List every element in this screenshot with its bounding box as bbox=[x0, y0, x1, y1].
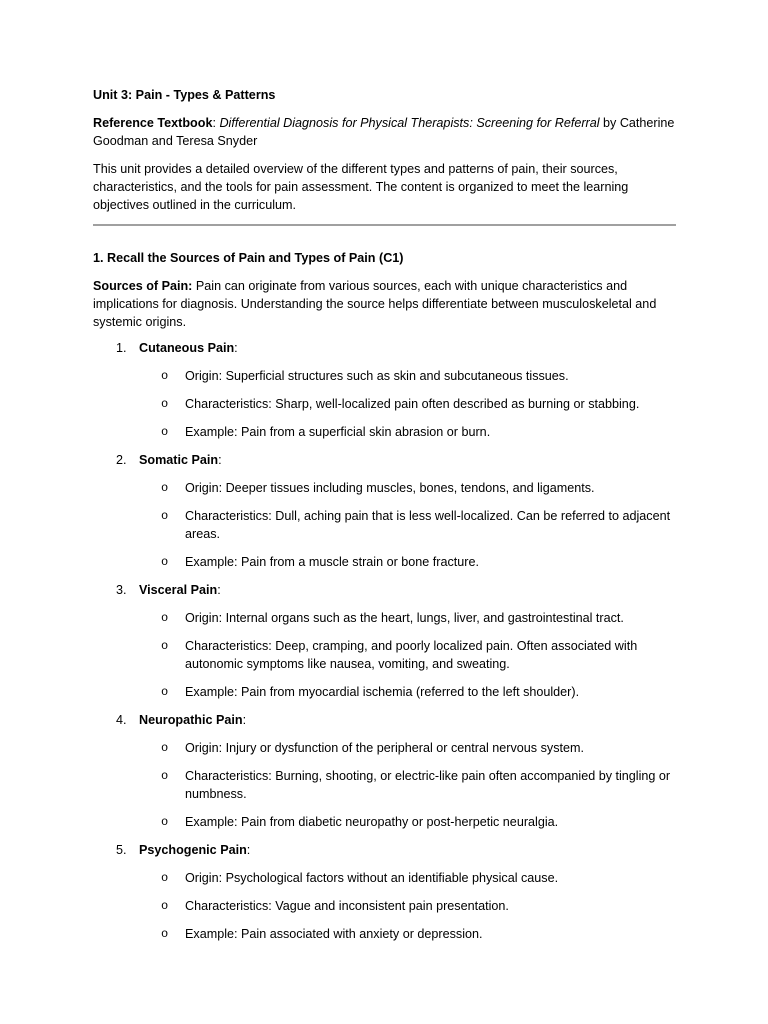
pain-types-list bbox=[93, 339, 676, 943]
reference-book-title: Differential Diagnosis for Physical Therapists: Screening for Referral bbox=[219, 116, 600, 130]
detail-text: Origin: Superficial structures such as skin and subcutaneous tissues. bbox=[185, 369, 569, 383]
detail-text: Example: Pain from a muscle strain or bone fracture. bbox=[185, 555, 479, 569]
bullet-icon: o bbox=[161, 815, 169, 829]
bullet-icon: o bbox=[161, 509, 169, 523]
pain-type-details bbox=[139, 869, 676, 943]
detail-text: Example: Pain from myocardial ischemia (referred to the left shoulder). bbox=[185, 685, 580, 699]
pain-type-item bbox=[93, 841, 676, 943]
detail-text: Example: Pain associated with anxiety or depression. bbox=[185, 927, 483, 941]
detail-item bbox=[139, 367, 676, 385]
detail-item bbox=[139, 869, 676, 887]
bullet-icon: o bbox=[161, 685, 169, 699]
pain-type-name: Visceral Pain bbox=[139, 583, 218, 597]
pain-type-details bbox=[139, 367, 676, 441]
detail-text: Origin: Deeper tissues including muscles, bones, tendons, and ligaments. bbox=[185, 481, 595, 495]
list-number: 5. bbox=[116, 843, 127, 857]
section-heading: 1. Recall the Sources of Pain and Types of Pain (C1) bbox=[93, 251, 404, 265]
sources-paragraph bbox=[93, 277, 676, 331]
unit-intro: This unit provides a detailed overview of the different types and patterns of pain, their sources, characteristics, and the tools for pain assessment. The content is organized to meet the learning objectives outlined in the curriculum. bbox=[93, 162, 629, 212]
pain-type-details bbox=[139, 739, 676, 831]
detail-item bbox=[139, 637, 676, 673]
list-number: 3. bbox=[116, 583, 127, 597]
detail-text: Characteristics: Dull, aching pain that is less well-localized. Can be referred to adjacent areas. bbox=[185, 509, 671, 541]
reference-textbook bbox=[93, 114, 676, 150]
detail-item bbox=[139, 739, 676, 757]
bullet-icon: o bbox=[161, 611, 169, 625]
bullet-icon: o bbox=[161, 425, 169, 439]
reference-separator: : bbox=[212, 116, 220, 130]
pain-type-details bbox=[139, 609, 676, 701]
bullet-icon: o bbox=[161, 899, 169, 913]
bullet-icon: o bbox=[161, 369, 169, 383]
detail-text: Characteristics: Deep, cramping, and poorly localized pain. Often associated with autonomic symptoms like nausea, vomiting, and sweating. bbox=[185, 639, 638, 671]
pain-type-item bbox=[93, 339, 676, 441]
horizontal-rule bbox=[93, 224, 676, 226]
detail-item bbox=[139, 479, 676, 497]
detail-text: Origin: Psychological factors without an identifiable physical cause. bbox=[185, 871, 559, 885]
sources-text: Pain can originate from various sources, each with unique characteristics and implications for diagnosis. Understanding the source helps differentiate between musculoskeletal and systemic origins. bbox=[93, 279, 657, 329]
detail-item bbox=[139, 553, 676, 571]
pain-type-item bbox=[93, 711, 676, 831]
detail-item bbox=[139, 683, 676, 701]
pain-type-details bbox=[139, 479, 676, 571]
list-number: 2. bbox=[116, 453, 127, 467]
list-number: 4. bbox=[116, 713, 127, 727]
bullet-icon: o bbox=[161, 481, 169, 495]
reference-label: Reference Textbook bbox=[93, 116, 213, 130]
detail-item bbox=[139, 395, 676, 413]
bullet-icon: o bbox=[161, 397, 169, 411]
pain-type-name: Somatic Pain bbox=[139, 453, 219, 467]
pain-type-name: Psychogenic Pain bbox=[139, 843, 247, 857]
detail-text: Origin: Injury or dysfunction of the peripheral or central nervous system. bbox=[185, 741, 584, 755]
bullet-icon: o bbox=[161, 741, 169, 755]
detail-item bbox=[139, 609, 676, 627]
reference-authors: by Catherine Goodman and Teresa Snyder bbox=[93, 116, 675, 148]
detail-item bbox=[139, 897, 676, 915]
detail-text: Origin: Internal organs such as the heart, lungs, liver, and gastrointestinal tract. bbox=[185, 611, 624, 625]
pain-type-name: Cutaneous Pain bbox=[139, 341, 235, 355]
bullet-icon: o bbox=[161, 927, 169, 941]
detail-text: Example: Pain from a superficial skin abrasion or burn. bbox=[185, 425, 491, 439]
pain-type-item bbox=[93, 451, 676, 571]
detail-item bbox=[139, 423, 676, 441]
list-number: 1. bbox=[116, 341, 127, 355]
bullet-icon: o bbox=[161, 555, 169, 569]
sources-label: Sources of Pain: bbox=[93, 279, 193, 293]
bullet-icon: o bbox=[161, 769, 169, 783]
detail-item bbox=[139, 925, 676, 943]
pain-type-colon: : bbox=[242, 713, 247, 727]
detail-text: Characteristics: Vague and inconsistent pain presentation. bbox=[185, 899, 509, 913]
pain-type-colon: : bbox=[217, 583, 221, 597]
detail-text: Characteristics: Sharp, well-localized pain often described as burning or stabbing. bbox=[185, 397, 640, 411]
pain-type-colon: : bbox=[218, 453, 222, 467]
bullet-icon: o bbox=[161, 871, 169, 885]
document-page bbox=[93, 86, 676, 953]
pain-type-item bbox=[93, 581, 676, 701]
unit-title: Unit 3: Pain - Types & Patterns bbox=[93, 88, 276, 102]
detail-text: Characteristics: Burning, shooting, or electric-like pain often accompanied by tingling or numbness. bbox=[185, 769, 671, 801]
pain-type-colon: : bbox=[234, 341, 238, 355]
detail-item bbox=[139, 767, 676, 803]
detail-text: Example: Pain from diabetic neuropathy or post-herpetic neuralgia. bbox=[185, 815, 559, 829]
bullet-icon: o bbox=[161, 639, 169, 653]
detail-item bbox=[139, 507, 676, 543]
pain-type-name: Neuropathic Pain bbox=[139, 713, 243, 727]
detail-item bbox=[139, 813, 676, 831]
pain-type-colon: : bbox=[246, 843, 251, 857]
